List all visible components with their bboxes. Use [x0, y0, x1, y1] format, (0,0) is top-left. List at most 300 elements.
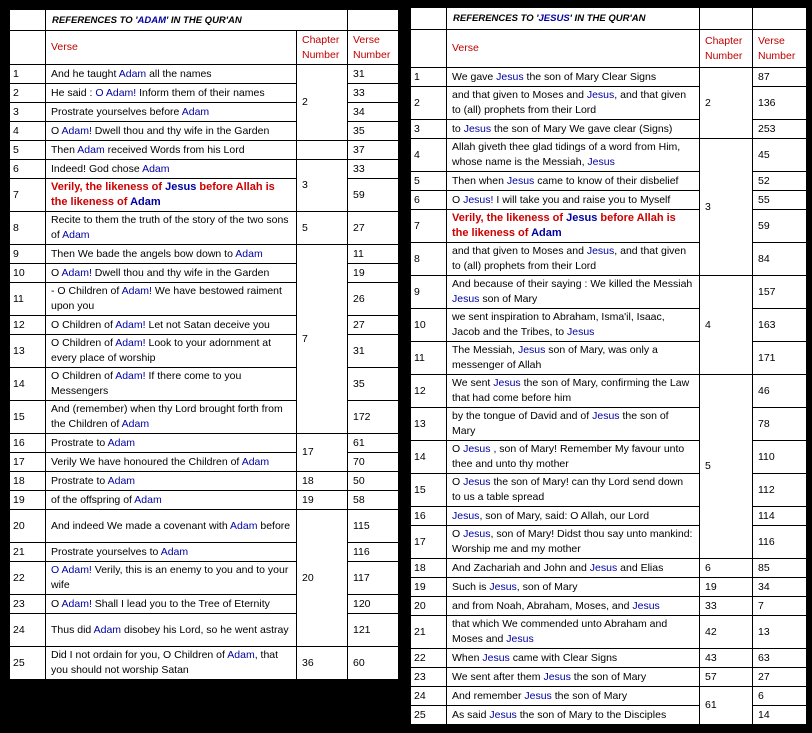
row-number: 16 [411, 507, 447, 526]
verse-number: 35 [348, 368, 399, 401]
table-row [411, 559, 807, 578]
highlighted-name: Adam [62, 229, 90, 241]
row-number: 2 [10, 84, 46, 103]
chapter-number: 7 [297, 245, 348, 434]
verse-fragment: Recite to them the truth of the story of the two sons of [51, 214, 289, 241]
verse-fragment: I will take you and raise you to Myself [493, 193, 671, 206]
table-row [411, 649, 807, 668]
verse-number: 50 [348, 472, 399, 491]
row-number: 4 [10, 122, 46, 141]
table-row [411, 668, 807, 687]
title-row [10, 10, 399, 31]
row-number: 24 [411, 687, 447, 706]
chapter-number: 5 [700, 375, 753, 559]
verse-fragment: We sent after them [452, 670, 544, 683]
verse-fragment: O Children of [51, 318, 116, 331]
verse-number: 59 [753, 210, 807, 243]
highlighted-name: Jesus [524, 689, 552, 702]
verse-text [447, 441, 700, 474]
verse-text [447, 578, 700, 597]
verse-fragment: the son of Mary to the Disciples [516, 708, 667, 721]
highlighted-name: Adam [230, 519, 258, 532]
highlighted-name: Jesus [586, 89, 615, 101]
row-number: 16 [10, 434, 46, 453]
highlighted-name: Adam [93, 623, 122, 636]
verse-number: 26 [348, 283, 399, 316]
header-verse-number: Verse Number [348, 31, 399, 65]
verse-fragment: Inform them of their names [136, 86, 265, 99]
verse-text [447, 668, 700, 687]
highlighted-name: Adam [107, 436, 136, 449]
verse-fragment: O Children of [51, 337, 116, 349]
verse-fragment: Thus did [51, 623, 94, 636]
header-row [10, 31, 399, 65]
verse-text [447, 309, 700, 342]
verse-fragment: , son of Mary [516, 580, 578, 593]
chapter-number: 20 [297, 510, 348, 647]
verse-fragment: came with Clear Signs [509, 651, 618, 664]
verse-fragment: by the tongue of David and of [452, 410, 593, 422]
chapter-number [297, 141, 348, 160]
row-number: 8 [411, 243, 447, 276]
verse-fragment: and from Noah, Abraham, Moses, and [452, 599, 633, 612]
row-number: 15 [411, 474, 447, 507]
row-number: 21 [411, 616, 447, 649]
verse-fragment: Verily, this is an enemy to you and to your wife [51, 564, 289, 591]
verse-fragment: Dwell thou and thy wife in the Garden [91, 266, 270, 279]
verse-number: 13 [753, 616, 807, 649]
header-verse: Verse [447, 30, 700, 68]
chapter-number: 6 [700, 559, 753, 578]
highlighted-name: Adam [142, 162, 170, 175]
verse-number: 33 [348, 160, 399, 179]
verse-fragment: O [452, 528, 464, 540]
verse-fragment: and that given to Moses and [452, 245, 587, 257]
table-title: REFERENCES TO 'JESUS' IN THE QUR'AN [447, 8, 700, 30]
row-number: 18 [411, 559, 447, 578]
row-number: 1 [10, 65, 46, 84]
highlighted-name: Jesus [506, 633, 534, 645]
row-number: 13 [411, 408, 447, 441]
row-number: 19 [411, 578, 447, 597]
verse-fragment: Then We bade the angels bow down to [51, 247, 236, 260]
verse-fragment: that which We commended unto Abraham and Moses and [452, 618, 668, 645]
verse-fragment: And remember [452, 689, 525, 702]
verse-fragment: O [51, 597, 62, 610]
verse-text [46, 562, 297, 595]
row-number: 1 [411, 68, 447, 87]
chapter-number: 5 [297, 212, 348, 245]
verse-number: 58 [348, 491, 399, 510]
row-number: 24 [10, 614, 46, 647]
highlighted-name: Adam [121, 418, 150, 430]
verse-fragment: Shall I lead you to the Tree of Eternity [91, 597, 270, 610]
table-row [10, 212, 399, 245]
verse-text [46, 141, 297, 160]
verse-fragment: the son of Mary! can thy Lord send down to us a table spread [452, 476, 684, 503]
table-row [411, 687, 807, 706]
verse-text [447, 616, 700, 649]
row-number: 3 [411, 120, 447, 139]
verse-number: 34 [753, 578, 807, 597]
table-row [411, 597, 807, 616]
table-row [10, 510, 399, 543]
verse-number: 114 [753, 507, 807, 526]
table-row [10, 245, 399, 264]
row-number: 14 [411, 441, 447, 474]
chapter-number: 19 [297, 491, 348, 510]
verse-fragment: the son of Mary, confirming the Law that had come before him [452, 377, 690, 404]
chapter-number: 57 [700, 668, 753, 687]
verse-fragment: The Messiah, [452, 344, 518, 356]
row-number: 13 [10, 335, 46, 368]
chapter-number: 2 [700, 68, 753, 139]
verse-fragment: Let not Satan deceive you [145, 318, 270, 331]
verse-number: 31 [348, 335, 399, 368]
verse-number: 37 [348, 141, 399, 160]
chapter-number: 43 [700, 649, 753, 668]
verse-number: 52 [753, 172, 807, 191]
verse-text [447, 68, 700, 87]
verse-number: 163 [753, 309, 807, 342]
verse-text [447, 342, 700, 375]
verse-fragment: Prostrate to [51, 474, 108, 487]
verse-number: 6 [753, 687, 807, 706]
highlighted-name: Jesus [587, 156, 615, 168]
verse-number: 172 [348, 401, 399, 434]
verse-fragment: If there come to you Messengers [51, 370, 242, 397]
header-verse: Verse [46, 31, 297, 65]
verse-number: 87 [753, 68, 807, 87]
verse-text [46, 401, 297, 434]
verse-fragment: Indeed! God chose [51, 162, 143, 175]
verse-number: 116 [753, 526, 807, 559]
row-number: 20 [411, 597, 447, 616]
row-number: 9 [10, 245, 46, 264]
verse-text [46, 160, 297, 179]
verse-fragment: And he taught [51, 67, 119, 80]
table-row [411, 276, 807, 309]
verse-text [447, 474, 700, 507]
verse-fragment: Such is [452, 580, 490, 593]
verse-text [46, 283, 297, 316]
verse-number: 157 [753, 276, 807, 309]
chapter-number: 18 [297, 472, 348, 491]
verse-fragment: , son of Mary, said: O Allah, our Lord [479, 509, 650, 522]
verse-text [46, 316, 297, 335]
highlighted-name: Jesus [543, 670, 571, 683]
verse-text [447, 139, 700, 172]
row-number: 22 [411, 649, 447, 668]
verse-text [46, 179, 297, 212]
verse-text [46, 264, 297, 283]
verse-fragment: O [51, 266, 62, 279]
chapter-number: 4 [700, 276, 753, 375]
highlighted-name: Jesus [489, 708, 517, 721]
highlighted-name: Adam [160, 545, 189, 558]
verse-fragment: before [257, 519, 291, 532]
verse-fragment: and Elias [617, 561, 664, 574]
verse-fragment: , and that given to (all) prophets from their Lord [452, 245, 687, 272]
row-number: 5 [10, 141, 46, 160]
header-chapter-number: Chapter Number [297, 31, 348, 65]
table-row [10, 472, 399, 491]
table-row [10, 434, 399, 453]
verse-text [447, 507, 700, 526]
verse-fragment: son of Mary [479, 293, 538, 305]
verse-number: 112 [753, 474, 807, 507]
verse-fragment: - O Children of [51, 285, 122, 297]
highlighted-name: Jesus! [463, 193, 494, 206]
row-number: 7 [10, 179, 46, 212]
row-number: 2 [411, 87, 447, 120]
verse-text [447, 210, 700, 243]
chapter-number: 3 [297, 160, 348, 212]
verse-fragment: , son of Mary! Remember My favour unto thee and unto thy mother [452, 443, 685, 470]
verse-number: 31 [348, 65, 399, 84]
verse-number: 115 [348, 510, 399, 543]
highlighted-name: Adam [531, 227, 562, 239]
table-row [411, 68, 807, 87]
highlighted-name: Jesus [517, 344, 546, 356]
row-number: 6 [10, 160, 46, 179]
row-number: 4 [411, 139, 447, 172]
highlighted-name: Jesus [592, 410, 620, 422]
verse-text [46, 595, 297, 614]
highlighted-name: Jesus [489, 580, 517, 593]
verse-fragment: the son of Mary [551, 689, 628, 702]
verse-fragment: O Children of [51, 370, 116, 382]
verse-fragment: came to know of their disbelief [534, 174, 679, 187]
header-row [411, 30, 807, 68]
verse-fragment: He said : [51, 86, 96, 99]
highlighted-name: Jesus [586, 245, 615, 257]
verse-text [46, 614, 297, 647]
verse-fragment: , that you should not worship Satan [51, 649, 279, 676]
verse-number: 27 [348, 316, 399, 335]
verse-text [447, 706, 700, 725]
verse-text [46, 434, 297, 453]
verse-text [447, 191, 700, 210]
verse-text [447, 87, 700, 120]
verse-number: 84 [753, 243, 807, 276]
row-number: 18 [10, 472, 46, 491]
verse-fragment: We sent [452, 377, 494, 389]
row-number: 11 [10, 283, 46, 316]
verse-text [46, 84, 297, 103]
table-row [411, 139, 807, 172]
verse-text [46, 65, 297, 84]
verse-number: 27 [753, 668, 807, 687]
header-chapter-number: Chapter Number [700, 30, 753, 68]
row-number: 9 [411, 276, 447, 309]
verse-text [447, 276, 700, 309]
chapter-number: 2 [297, 65, 348, 141]
row-number: 10 [10, 264, 46, 283]
highlighted-name: Adam [118, 67, 147, 80]
chapter-number: 19 [700, 578, 753, 597]
table-row [10, 647, 399, 680]
verse-fragment: O [452, 193, 464, 206]
highlighted-name: Adam! [115, 337, 146, 349]
chapter-number: 3 [700, 139, 753, 276]
verse-fragment: Then [51, 143, 78, 156]
verse-number: 46 [753, 375, 807, 408]
row-number: 8 [10, 212, 46, 245]
verse-fragment: before Allah is the likeness of [51, 181, 275, 208]
highlighted-name: Adam [241, 455, 270, 468]
verse-fragment: the son of Mary [570, 670, 647, 683]
table-row [10, 141, 399, 160]
highlighted-name: Adam [130, 196, 161, 208]
verse-fragment: Allah giveth thee glad tidings of a word from Him, whose name is the Messiah, [452, 141, 681, 168]
verse-fragment: Verily, the likeness of [51, 181, 166, 193]
verse-number: 63 [753, 649, 807, 668]
table-row [10, 160, 399, 179]
highlighted-name: Jesus [566, 212, 598, 224]
highlighted-name: Jesus [463, 528, 491, 540]
verse-number: 78 [753, 408, 807, 441]
verse-fragment: O [452, 443, 464, 455]
highlighted-name: Jesus [482, 651, 510, 664]
row-number: 22 [10, 562, 46, 595]
highlighted-name: Adam! [115, 318, 146, 331]
header-verse-number: Verse Number [753, 30, 807, 68]
verse-fragment: O [51, 124, 62, 137]
verse-number: 117 [348, 562, 399, 595]
verse-number: 55 [753, 191, 807, 210]
verse-number: 61 [348, 434, 399, 453]
verse-text [46, 491, 297, 510]
table-row [411, 375, 807, 408]
verse-fragment: the son of Mary We gave clear (Signs) [491, 122, 673, 135]
table-row [10, 491, 399, 510]
highlighted-name: Jesus [506, 174, 535, 187]
verse-text [447, 526, 700, 559]
chapter-number: 42 [700, 616, 753, 649]
row-number: 12 [10, 316, 46, 335]
verse-number: 85 [753, 559, 807, 578]
row-number: 20 [10, 510, 46, 543]
verse-number: 27 [348, 212, 399, 245]
verse-text [46, 647, 297, 680]
verse-text [447, 243, 700, 276]
row-number: 23 [411, 668, 447, 687]
verse-fragment: Did I not ordain for you, O Children of [51, 649, 228, 661]
highlighted-name: Jesus [463, 443, 491, 455]
verse-text [46, 472, 297, 491]
verse-fragment: Prostrate to [51, 436, 108, 449]
verse-number: 59 [348, 179, 399, 212]
row-number: 15 [10, 401, 46, 434]
verse-text [447, 597, 700, 616]
row-number: 3 [10, 103, 46, 122]
row-number: 14 [10, 368, 46, 401]
verse-text [46, 368, 297, 401]
verse-text [46, 453, 297, 472]
chapter-number: 36 [297, 647, 348, 680]
highlighted-name: O Adam! [95, 86, 137, 99]
verse-fragment: And indeed We made a covenant with [51, 519, 231, 532]
table-row [411, 616, 807, 649]
row-number: 17 [10, 453, 46, 472]
verse-fragment: As said [452, 708, 490, 721]
highlighted-name: Jesus [567, 326, 595, 338]
verse-number: 35 [348, 122, 399, 141]
table-title: REFERENCES TO 'ADAM' IN THE QUR'AN [46, 10, 348, 31]
highlighted-name: Jesus [589, 561, 618, 574]
verse-fragment: When [452, 651, 483, 664]
verse-fragment: And Zachariah and John and [452, 561, 590, 574]
highlighted-name: Jesus [493, 377, 521, 389]
verse-fragment: Look to your adornment at every place of worship [51, 337, 272, 364]
verse-fragment: Prostrate yourselves before [51, 105, 182, 118]
verse-number: 45 [753, 139, 807, 172]
table-row [411, 578, 807, 597]
verse-number: 253 [753, 120, 807, 139]
table-row [10, 65, 399, 84]
row-number: 6 [411, 191, 447, 210]
verse-fragment: We have bestowed raiment upon you [51, 285, 282, 312]
verse-fragment: We gave [452, 70, 497, 83]
title-row [411, 8, 807, 30]
verse-fragment: And (remember) when thy Lord brought forth from the Children of [51, 403, 283, 430]
highlighted-name: Adam! [115, 370, 146, 382]
highlighted-name: Jesus [452, 293, 480, 305]
verse-number: 7 [753, 597, 807, 616]
verse-number: 171 [753, 342, 807, 375]
chapter-number: 17 [297, 434, 348, 472]
verse-number: 121 [348, 614, 399, 647]
highlighted-name: Adam [235, 247, 263, 260]
highlighted-name: Adam [227, 649, 255, 661]
verse-text [447, 559, 700, 578]
highlighted-name: O Adam! [51, 564, 92, 576]
verse-number: 19 [348, 264, 399, 283]
verse-fragment: O [452, 476, 464, 488]
verse-text [46, 103, 297, 122]
verse-fragment: the son of Mary Clear Signs [523, 70, 657, 83]
verse-text [447, 172, 700, 191]
verse-text [46, 245, 297, 264]
row-number: 19 [10, 491, 46, 510]
row-number: 10 [411, 309, 447, 342]
verse-text [447, 408, 700, 441]
verse-fragment: son of Mary, was only a messenger of Allah [452, 344, 658, 371]
verse-fragment: Prostrate yourselves to [51, 545, 161, 558]
row-number: 11 [411, 342, 447, 375]
highlighted-name: Adam [181, 105, 210, 118]
highlighted-name: Adam! [121, 285, 152, 297]
highlighted-name: Jesus [463, 476, 491, 488]
highlighted-name: Adam [77, 143, 105, 156]
verse-fragment: of the offspring of [51, 493, 135, 506]
verse-number: 120 [348, 595, 399, 614]
verse-text [46, 212, 297, 245]
highlighted-name: Jesus [496, 70, 524, 83]
verse-number: 34 [348, 103, 399, 122]
verse-fragment: before Allah is the likeness of [452, 212, 676, 239]
verse-number: 116 [348, 543, 399, 562]
verse-text [46, 335, 297, 368]
verse-number: 14 [753, 706, 807, 725]
row-number: 21 [10, 543, 46, 562]
verse-text [447, 687, 700, 706]
verse-text [447, 649, 700, 668]
verse-fragment: to [452, 122, 464, 135]
verse-text [46, 510, 297, 543]
row-number: 25 [411, 706, 447, 725]
